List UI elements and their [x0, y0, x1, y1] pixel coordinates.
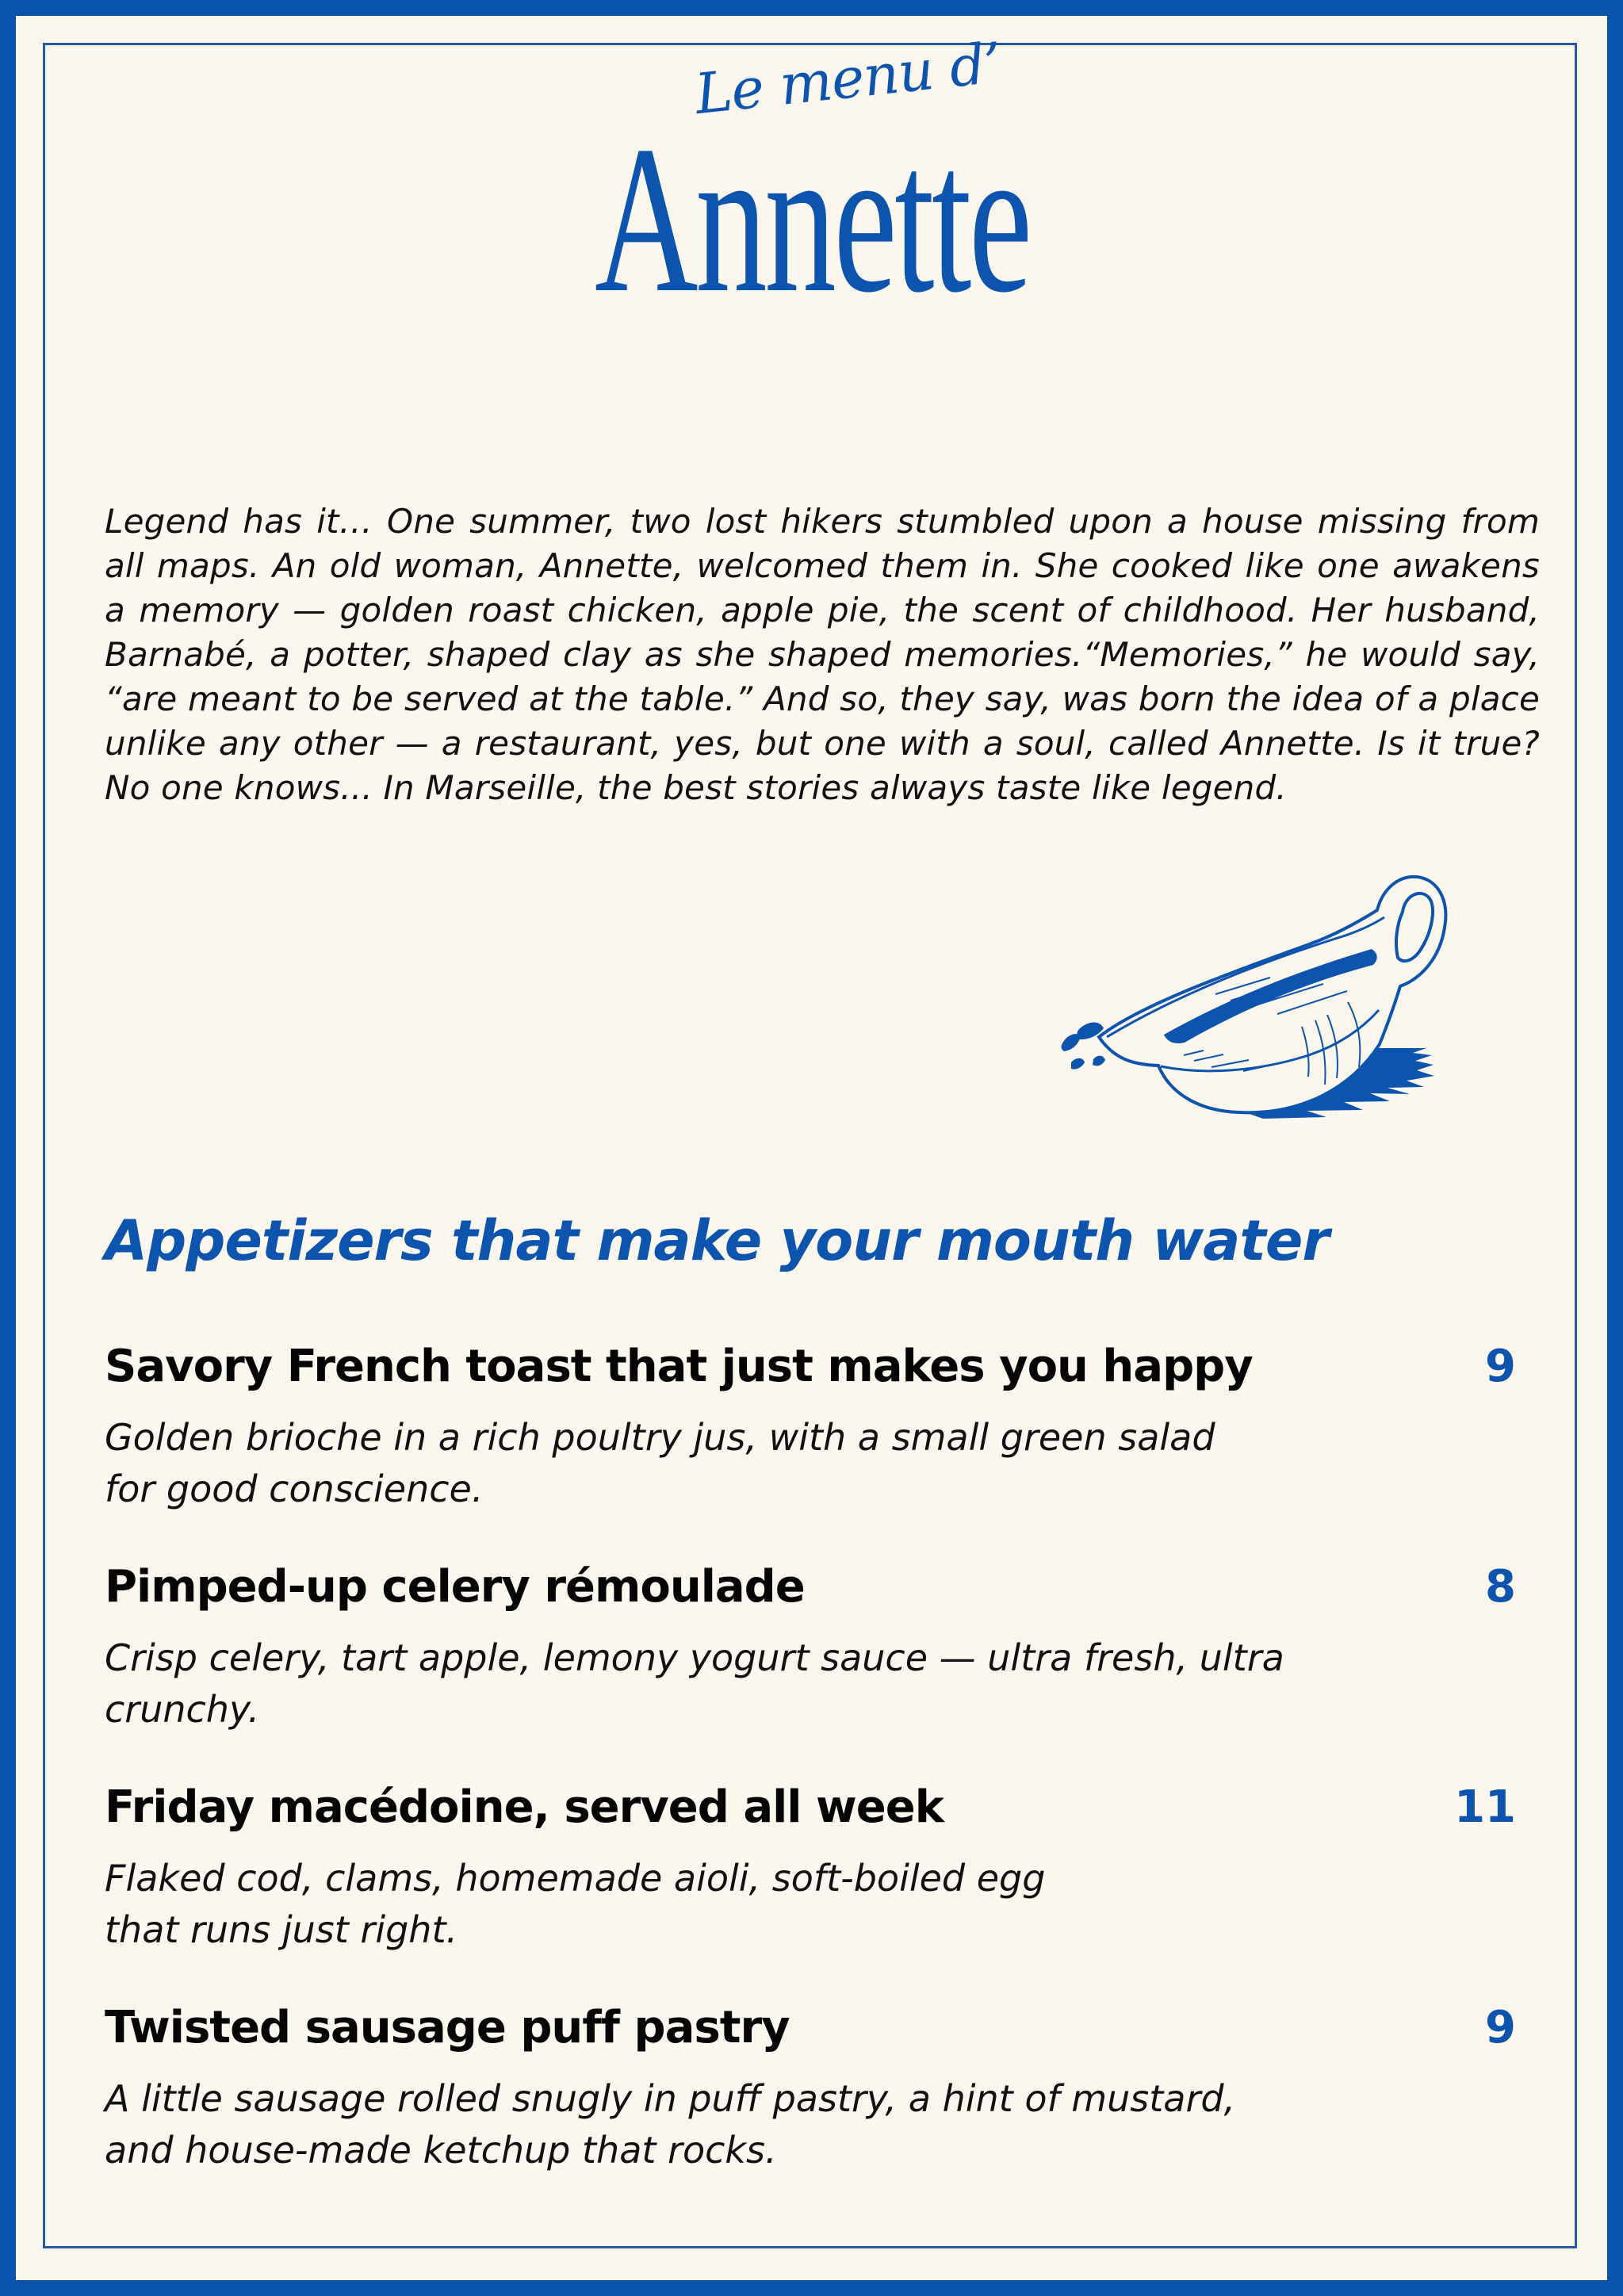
- gravy-boat-icon: [1021, 861, 1459, 1138]
- menu-item-name: Twisted sausage puff pastry: [105, 2002, 790, 2053]
- gravy-boat-drip-3: [1071, 1058, 1085, 1070]
- menu-item-price: 9: [1485, 1341, 1516, 1392]
- menu-page: [16, 16, 1607, 2280]
- gravy-boat-drip-2: [1062, 1034, 1081, 1051]
- story-paragraph: Legend has it… One summer, two lost hikers stumbled upon a house missing from all maps. An old woman, Annette, welcomed them in. She cooked like one awakens a memory — golden roast chicken, apple pie, the scent of childhood. Her husband, Barnabé, a potter, shaped clay as she shaped memories.“Memories,” he would say, “are meant to be served at the table.” And so, they say, was born the idea of a place unlike any other — a restaurant, yes, but one with a soul, called Annette. Is it true? No one knows... In Marseille, the best stories always taste like legend.: [105, 502, 1540, 807]
- gravy-boat-drip-4: [1093, 1056, 1105, 1066]
- menu-item-price: 11: [1454, 1781, 1516, 1833]
- menu-item-description: Flaked cod, clams, homemade aioli, soft-boiled egg that runs just right.: [105, 1857, 1046, 1951]
- menu-item-name: Pimped-up celery rémoulade: [105, 1561, 805, 1613]
- appetizers-section-title: Appetizers that make your mouth water: [105, 1208, 1329, 1273]
- main-title: Annette: [595, 102, 1030, 336]
- menu-item-description: Golden brioche in a rich poultry jus, with a small green salad for good conscience.: [105, 1416, 1215, 1510]
- menu-item-celery-remoulade: [105, 1559, 1516, 1779]
- menu-item-macedoine: [105, 1779, 1516, 1999]
- menu-item-description: A little sausage rolled snugly in puff pastry, a hint of mustard, and house-made ketchup that rocks.: [105, 2077, 1236, 2172]
- menu-item-price: 8: [1485, 1561, 1516, 1613]
- menu-item-description: Crisp celery, tart apple, lemony yogurt sauce — ultra fresh, ultra crunchy.: [105, 1636, 1284, 1731]
- menu-item-french-toast: [105, 1338, 1516, 1559]
- menu-item-sausage-puff-pastry: [105, 1999, 1516, 2220]
- menu-item-name: Friday macédoine, served all week: [105, 1781, 944, 1833]
- menu-item-price: 9: [1485, 2002, 1516, 2053]
- script-title: Le menu d’: [691, 29, 1005, 128]
- appetizers-menu-list: [105, 1338, 1516, 2220]
- menu-item-name: Savory French toast that just makes you happy: [105, 1341, 1253, 1392]
